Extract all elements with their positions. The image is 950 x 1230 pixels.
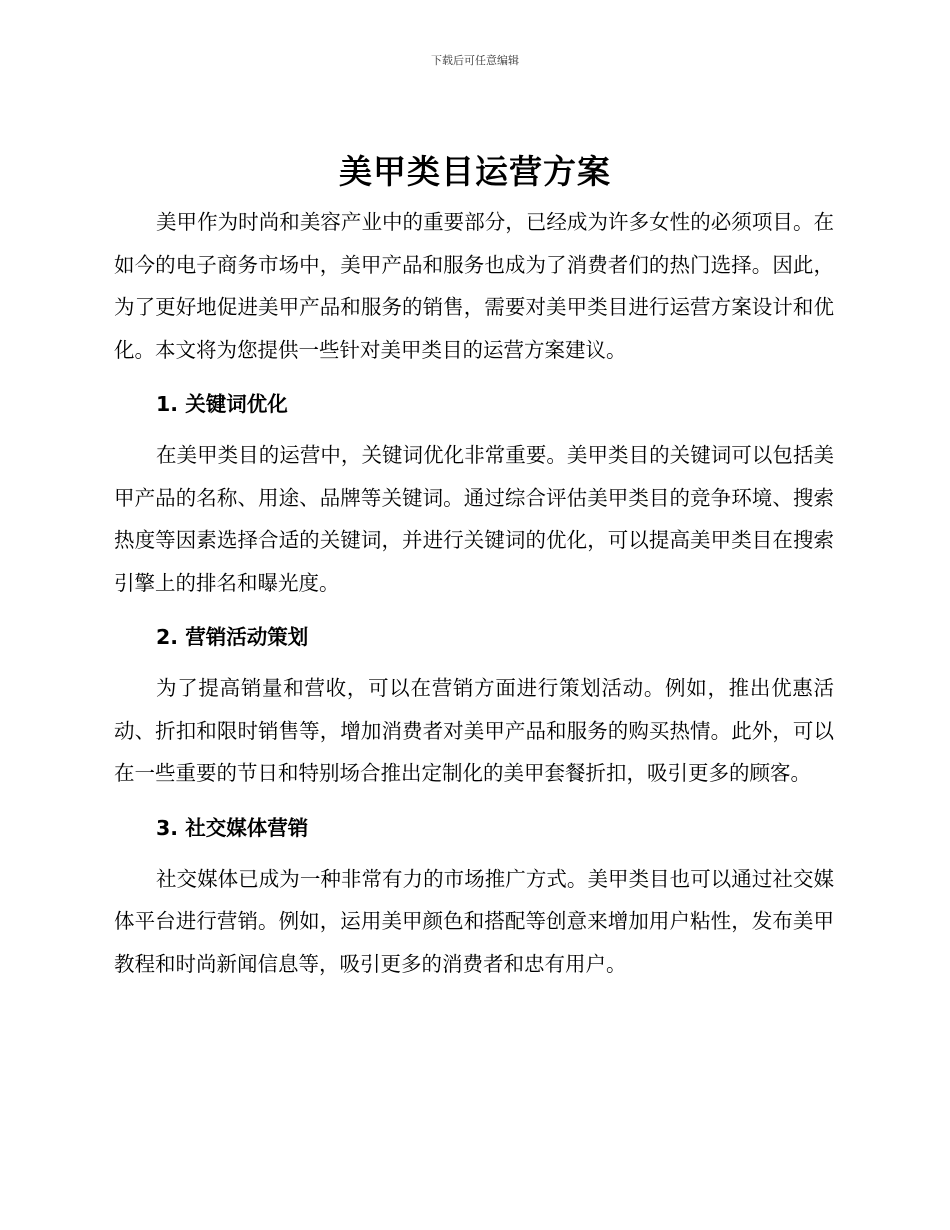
section-body-marketing-campaigns: 为了提高销量和营收，可以在营销方面进行策划活动。例如，推出优惠活动、折扣和限时销售等，增加消费者对美甲产品和服务的购买热情。此外，可以在一些重要的节日和特别场合推出定制化的美甲套餐折扣，吸引更多的顾客。 [114,676,834,785]
section-heading-marketing-campaigns: 2. 营销活动策划 [156,625,309,649]
section-body-social-media-marketing: 社交媒体已成为一种非常有力的市场推广方式。美甲类目也可以通过社交媒体平台进行营销。例如，运用美甲颜色和搭配等创意来增加用户粘性，发布美甲教程和时尚新闻信息等，吸引更多的消费者和忠有用户。 [114,866,834,976]
document-body [114,201,834,985]
section-heading-keyword-optimization: 1. 关键词优化 [156,392,288,416]
intro-paragraph: 美甲作为时尚和美容产业中的重要部分，已经成为许多女性的必须项目。在如今的电子商务市场中，美甲产品和服务也成为了消费者们的热门选择。因此，为了更好地促进美甲产品和服务的销售，需要对美甲类目进行运营方案设计和优化。本文将为您提供一些针对美甲类目的运营方案建议。 [114,210,834,362]
document-title: 美甲类目运营方案 [339,152,611,191]
section-body-keyword-optimization: 在美甲类目的运营中，关键词优化非常重要。美甲类目的关键词可以包括美甲产品的名称、用途、品牌等关键词。通过综合评估美甲类目的竞争环境、搜索热度等因素选择合适的关键词，并进行关键词的优化，可以提高美甲类目在搜索引擎上的排名和曝光度。 [114,443,834,595]
section-heading-social-media-marketing: 3. 社交媒体营销 [156,815,309,840]
page-header-note: 下载后可任意编辑 [431,54,519,67]
